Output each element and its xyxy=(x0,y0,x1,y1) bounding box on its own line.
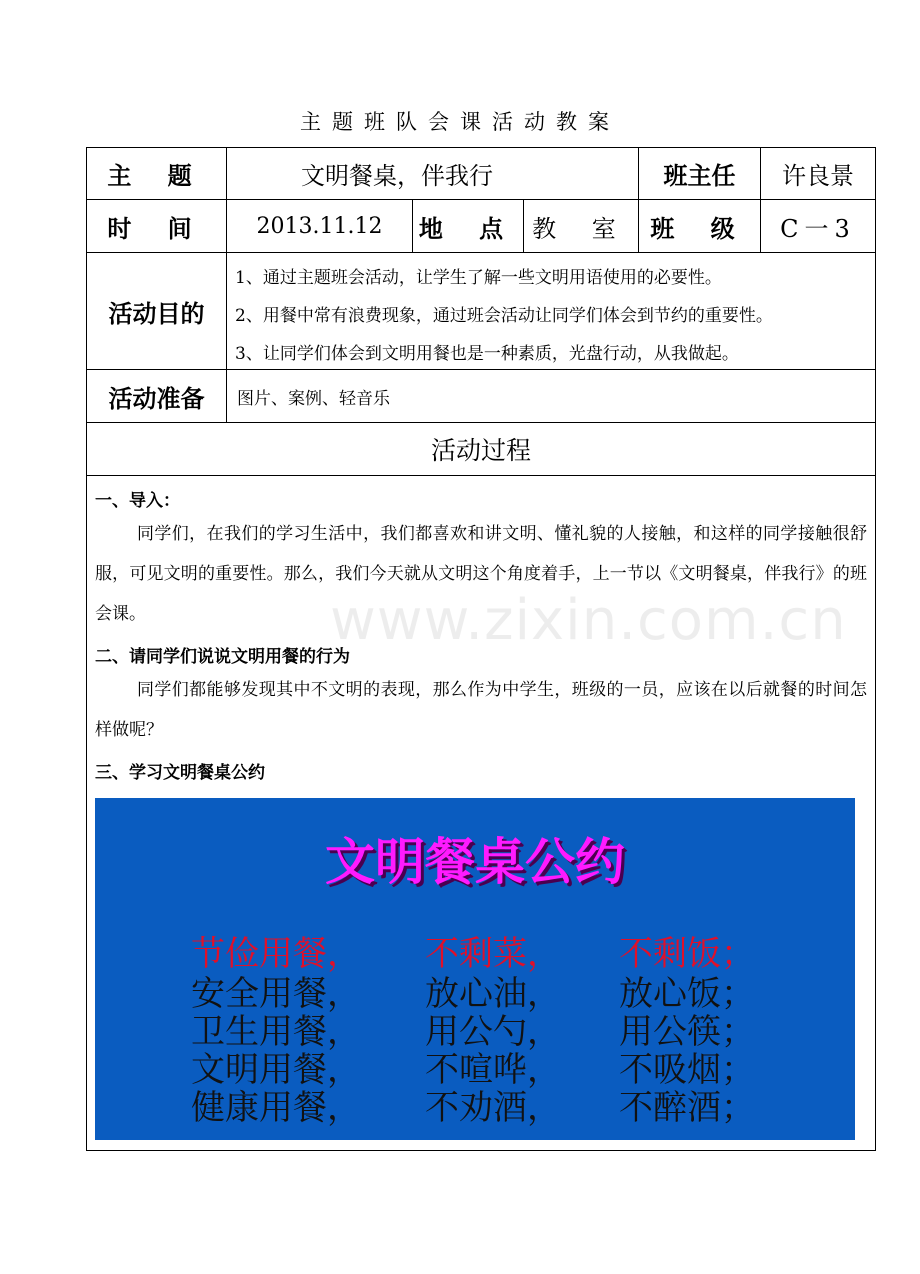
time-label: 时 间 xyxy=(87,200,227,253)
goal-item: 3、让同学们体会到文明用餐也是一种素质，光盘行动，从我做起。 xyxy=(235,344,739,364)
board-row xyxy=(95,1004,855,1052)
board-cell: 放心饭； xyxy=(619,974,755,1014)
prep-label: 活动准备 xyxy=(87,370,227,423)
teacher-value: 许良景 xyxy=(761,148,875,200)
board-cell: 不剩菜， xyxy=(425,934,561,974)
board-cell: 用公勺， xyxy=(425,1012,561,1052)
goal-item: 1、通过主题班会活动，让学生了解一些文明用语使用的必要性。 xyxy=(235,268,722,288)
section-text-intro: 同学们，在我们的学习生活中，我们都喜欢和讲文明、懂礼貌的人接触，和这样的同学接触很舒服，可见文明的重要性。那么，我们今天就从文明这个角度着手，上一节以《文明餐桌，伴我行》的班会课。 xyxy=(95,524,867,624)
board-cell: 不醉酒； xyxy=(619,1088,755,1128)
watermark-text: www.zixin.com.cn xyxy=(330,588,847,653)
place-value: 教 室 xyxy=(524,200,639,253)
board-row xyxy=(95,1042,855,1090)
dining-convention-board xyxy=(95,798,855,1140)
goals-list xyxy=(227,253,875,370)
teacher-label: 班主任 xyxy=(639,148,761,200)
topic-label: 主 题 xyxy=(87,148,227,200)
board-row xyxy=(95,966,855,1014)
class-value: C一3 xyxy=(761,200,875,253)
board-cell: 文明用餐， xyxy=(191,1050,361,1090)
board-cell: 不喧哗， xyxy=(425,1050,561,1090)
place-label: 地 点 xyxy=(413,200,524,253)
board-cell: 不劝酒， xyxy=(425,1088,561,1128)
board-cell: 放心油， xyxy=(425,974,561,1014)
board-row xyxy=(95,926,855,974)
board-title: 文明餐桌公约 xyxy=(325,833,625,891)
board-cell: 不剩饭； xyxy=(619,934,755,974)
board-cell: 安全用餐， xyxy=(191,974,361,1014)
goals-label: 活动目的 xyxy=(87,253,227,370)
section-heading-behavior: 二、请同学们说说文明用餐的行为 xyxy=(95,647,350,667)
process-title: 活动过程 xyxy=(87,423,875,476)
board-cell: 健康用餐， xyxy=(191,1088,361,1128)
section-text-behavior: 同学们都能够发现其中不文明的表现，那么作为中学生，班级的一员，应该在以后就餐的时间怎样做呢？ xyxy=(95,680,867,740)
board-cell: 用公筷； xyxy=(619,1012,755,1052)
board-cell: 卫生用餐， xyxy=(191,1012,361,1052)
board-row xyxy=(95,1080,855,1128)
class-label: 班 级 xyxy=(639,200,761,253)
process-body xyxy=(87,476,875,1150)
topic-value: 文明餐桌，伴我行 xyxy=(227,148,639,200)
goal-item: 2、用餐中常有浪费现象，通过班会活动让同学们体会到节约的重要性。 xyxy=(235,306,773,326)
time-value: 2013.11.12 xyxy=(227,200,413,253)
prep-value: 图片、案例、轻音乐 xyxy=(227,370,875,423)
section-heading-intro: 一、导入： xyxy=(95,491,180,511)
board-cell: 节俭用餐， xyxy=(191,934,361,974)
board-cell: 不吸烟； xyxy=(619,1050,755,1090)
section-heading-convention: 三、学习文明餐桌公约 xyxy=(95,763,265,783)
document-title: 主题班队会课活动教案 xyxy=(300,110,620,134)
